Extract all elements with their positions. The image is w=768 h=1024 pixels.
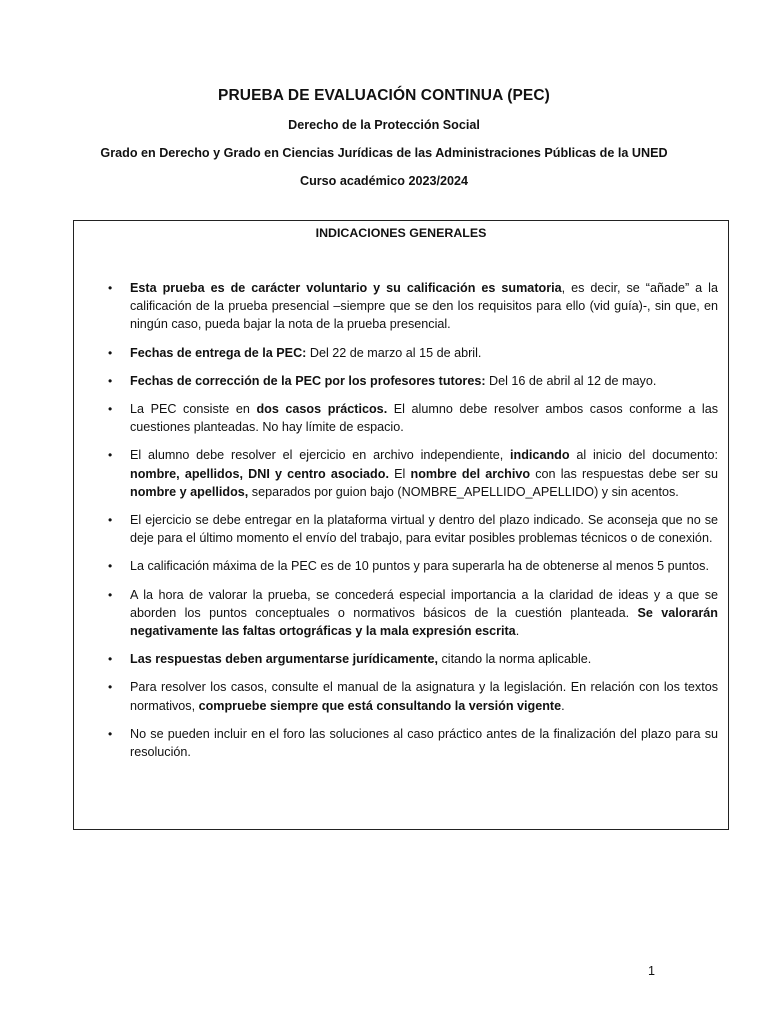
item-bold-text: Fechas de corrección de la PEC por los profesores tutores: [130,373,486,388]
general-instructions-heading: INDICACIONES GENERALES [315,226,487,240]
item-text: separados por guion bajo (NOMBRE_APELLIDO_APELLIDO) y sin acentos. [248,484,679,499]
bullet-icon: • [108,345,113,360]
item-text: . [515,624,520,639]
item-bold-text: Las respuestas deben argumentarse jurídicamente, [130,652,438,667]
item-text: No se pueden incluir en el foro las soluciones al caso práctico antes de la finalización del plazo para su resolución. [130,726,718,760]
item-text: , es decir, se “añade” a la calificación de la prueba presencial –siempre que se den los requisitos para ello (vid guía)-, sin que, en ningún caso, pueda bajar la nota de la prueba presencial. [130,281,718,332]
bullet-icon: • [108,587,113,602]
item-text: El alumno debe resolver el ejercicio en archivo independiente, [130,448,511,463]
item-text: citando la norma aplicable. [437,652,592,667]
list-item-submission [108,511,718,547]
item-bold-text: nombre, apellidos, DNI y centro asociado. [130,466,389,481]
item-bold-text: Fechas de entrega de la PEC: [130,345,307,360]
subject-name: Derecho de la Protección Social [288,118,480,132]
list-item-voluntary [108,279,718,334]
list-item-assessment [108,586,718,641]
list-item-delivery-dates [108,344,718,362]
item-text: La PEC consiste en [130,402,257,417]
bullet-icon: • [108,513,113,528]
list-item-two-cases [108,400,718,436]
bullet-icon: • [108,402,113,417]
item-text: Del 16 de abril al 12 de mayo. [485,373,657,388]
item-bold-text: nombre y apellidos, [130,484,249,499]
document-title: PRUEBA DE EVALUACIÓN CONTINUA (PEC) [218,87,550,104]
list-item-max-grade [108,557,718,575]
page-number: 1 [648,964,656,978]
bullet-icon: • [108,680,113,695]
item-bold-text: Esta prueba es de carácter voluntario y su calificación es sumatoria [130,281,562,295]
bullet-icon: • [108,652,113,667]
item-bold-text: dos casos prácticos. [256,402,388,417]
item-text: . [561,698,565,713]
bullet-icon: • [108,373,113,388]
degree-name: Grado en Derecho y Grado en Ciencias Jurídicas de las Administraciones Públicas de la UNED [100,146,668,160]
course-year: Curso académico 2023/2024 [299,174,469,188]
item-text: El [388,466,411,481]
item-text: El ejercicio se debe entregar en la plataforma virtual y dentro del plazo indicado. Se aconseja que no se deje para el último momento el envío del trabajo, para evitar posibles problemas técnicos o de conexión. [130,513,718,546]
bullet-icon: • [108,726,113,741]
item-bold-text: indicando [510,448,570,463]
item-bold-text: compruebe siempre que está consultando la versión vigente [198,698,562,713]
list-item-file-naming [108,446,718,501]
list-item-legislation [108,678,718,714]
instructions-list [74,279,728,771]
item-text: al inicio del documento: [569,448,718,463]
item-text: La calificación máxima de la PEC es de 10 puntos y para superarla ha de obtenerse al menos 5 puntos. [130,559,709,574]
item-bold-text: nombre del archivo [410,466,531,481]
list-item-correction-dates [108,372,718,390]
item-text: El alumno debe resolver ambos casos conforme a las cuestiones planteadas. No hay límite de espacio. [130,402,718,435]
general-instructions-box [73,220,729,830]
item-bold-text: Se valorarán negativamente las faltas ortográficas y la mala expresión escrita [130,605,718,639]
bullet-icon: • [108,559,113,574]
item-text: con las respuestas debe ser su [530,466,718,481]
item-text: A la hora de valorar la prueba, se concederá especial importancia a la claridad de ideas y a que se aborden los puntos conceptuales o normativos básicos de la cuestión planteada. [130,587,718,620]
bullet-icon: • [108,448,113,463]
bullet-icon: • [108,281,113,295]
item-text: Para resolver los casos, consulte el manual de la asignatura y la legislación. En relación con los textos normativos, [130,680,718,713]
list-item-forum [108,725,718,761]
list-item-legal-argument [108,650,718,668]
item-text: Del 22 de marzo al 15 de abril. [306,345,482,360]
